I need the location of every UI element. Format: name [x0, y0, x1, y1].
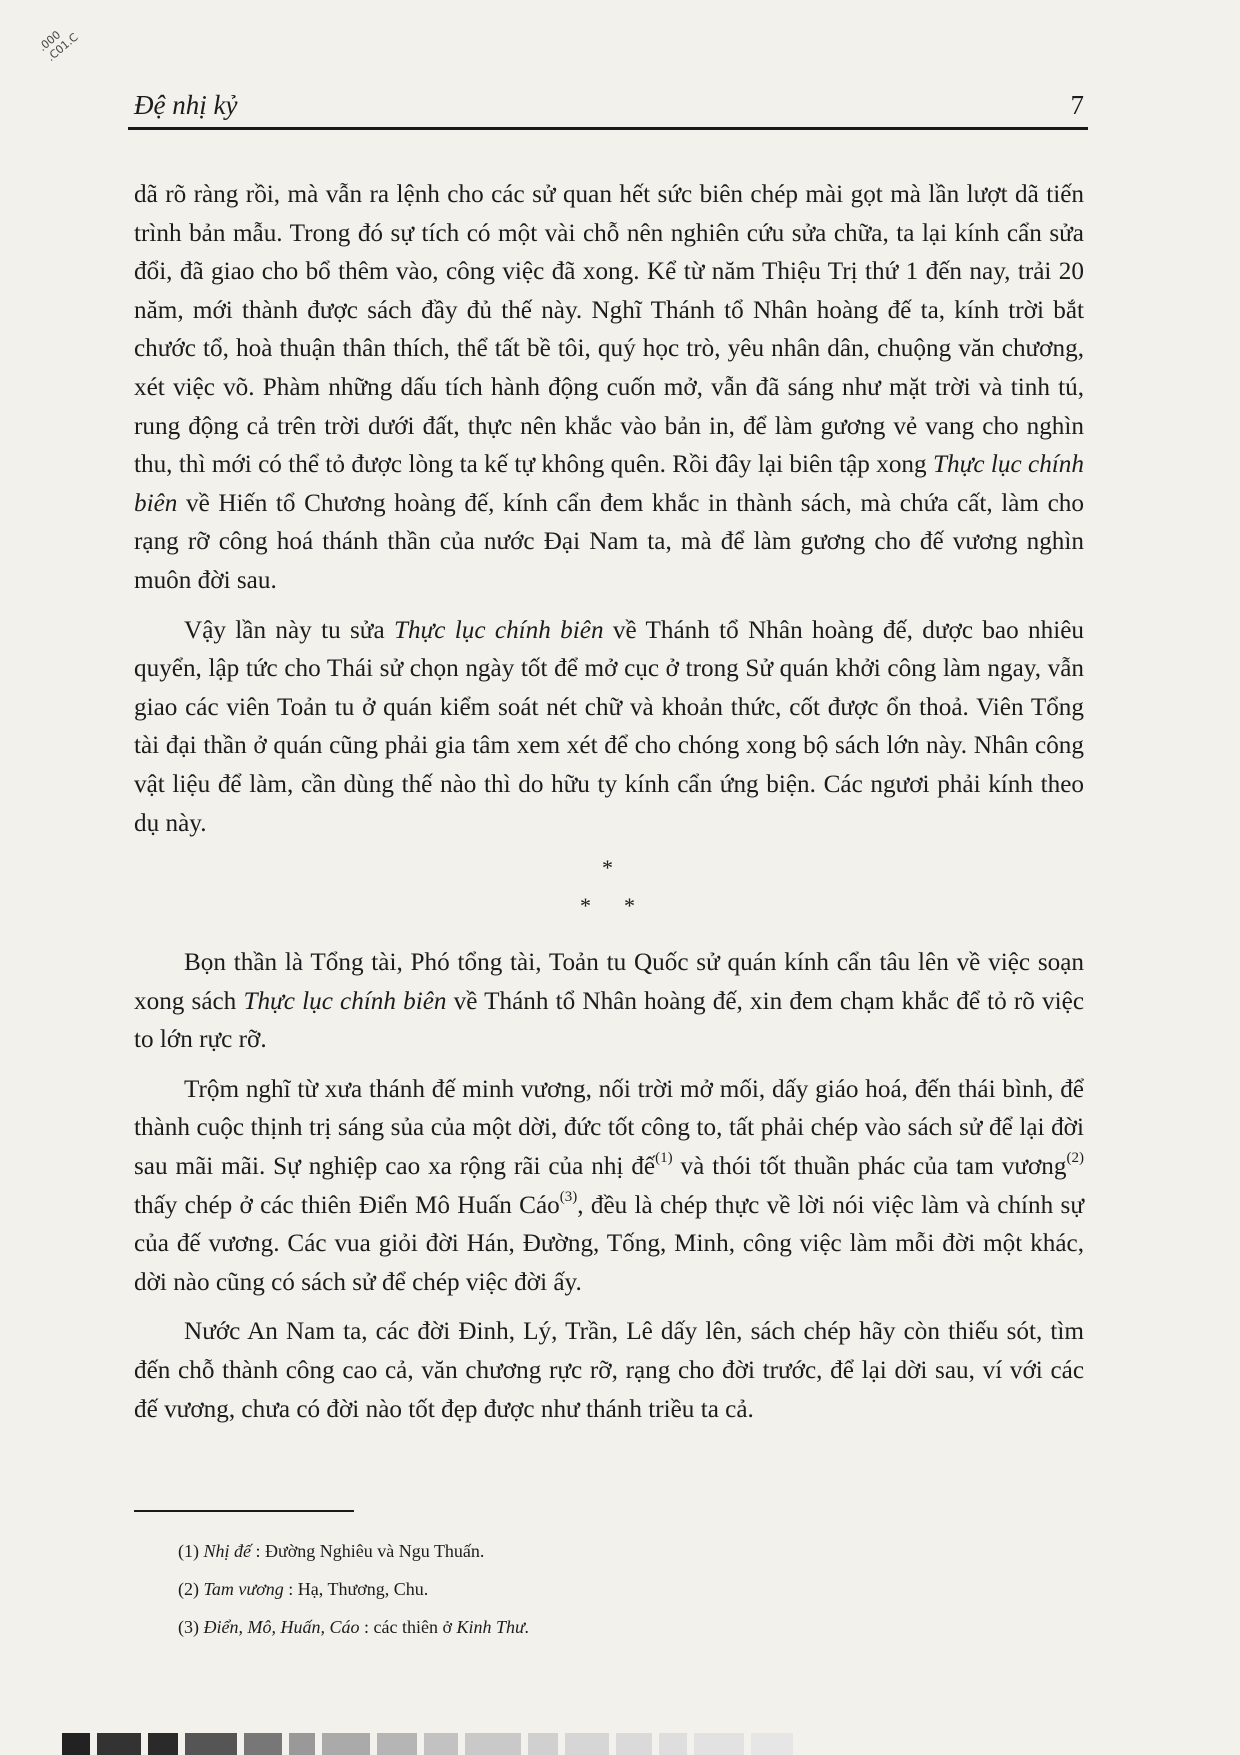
- footnote-separator: :: [251, 1541, 266, 1561]
- footnote-text: Hạ, Thương, Chu.: [297, 1579, 429, 1599]
- footnote-term: Tam vương: [203, 1579, 284, 1599]
- text-run: Trộm nghĩ từ xưa thánh đế minh vương, nối trời mở mối, dấy giáo hoá, đến thái bình, để thành cuộc thịnh trị sáng sủa của một dời, đức tốt công to, tất phải chép vào sách sử để lại đời sau mãi mãi. Sự nghiệp cao xa rộng rãi của nhị đế: [134, 1075, 1084, 1181]
- footnote: [178, 1608, 978, 1646]
- scan-edge-block: [97, 1733, 141, 1755]
- text-run: về Thánh tổ Nhân hoàng đế, xin đem chạm khắc để tỏ rõ việc to lớn rực rỡ.: [134, 987, 1084, 1054]
- paragraph: [134, 1071, 1084, 1303]
- section-separator: [134, 845, 1084, 931]
- scan-edge-block: [244, 1733, 282, 1755]
- body-text: [134, 176, 1084, 1429]
- scan-edge-block: [565, 1733, 609, 1755]
- scan-edge-block: [616, 1733, 652, 1755]
- separator-star: *: [580, 893, 591, 919]
- footnote-rule: [134, 1510, 354, 1512]
- paragraph: [134, 176, 1084, 601]
- footnote-separator: :: [359, 1617, 374, 1637]
- footnote: [178, 1570, 978, 1608]
- header-rule: [128, 127, 1088, 130]
- scan-edge-strip: [0, 1733, 1240, 1755]
- text-run: về Hiến tổ Chương hoàng đế, kính cẩn đem khắc in thành sách, mà chứa cất, làm cho rạng rỡ công hoá thánh thần của nước Đại Nam ta, mà để làm gương cho đế vương nghìn muôn đời sau.: [134, 489, 1084, 594]
- text-run: về Thánh tổ Nhân hoàng đế, dược bao nhiêu quyển, lập tức cho Thái sử chọn ngày tốt để mở cục ở trong Sử quán khởi công làm ngay, vẫn giao các viên Toản tu ở quán kiểm soát nét chữ và khoản thức, cốt được ổn thoả. Viên Tổng tài đại thần ở quán cũng phải gia tâm xem xét để cho chóng xong bộ sách lớn này. Nhân công vật liệu để làm, cần dùng thế nào thì do hữu ty kính cẩn ứng biện. Các ngươi phải kính theo dụ này.: [134, 616, 1084, 837]
- scan-edge-block: [148, 1733, 178, 1755]
- text-run: Bọn thần là Tổng tài, Phó tổng tài, Toản tu Quốc sử quán kính cẩn tâu lên về việc soạn xong sách: [134, 949, 1084, 1015]
- footnote-ref: (3): [559, 1188, 578, 1205]
- corner-stamp: .000 .C01.C: [36, 28, 81, 64]
- footnote-term: Điển, Mô, Huấn, Cáo: [203, 1617, 360, 1637]
- footnote-number: (1): [178, 1541, 199, 1561]
- footnote-text: các thiên ở: [373, 1617, 457, 1637]
- paragraphs-after-separator: [134, 944, 1084, 1429]
- scan-edge-block: [659, 1733, 687, 1755]
- paragraphs-before-separator: [134, 176, 1084, 843]
- footnote-number: (2): [178, 1579, 199, 1599]
- scan-edge-block: [424, 1733, 458, 1755]
- scan-edge-block: [465, 1733, 521, 1755]
- footnote-ref: (1): [655, 1150, 673, 1167]
- page-number: 7: [1070, 90, 1084, 120]
- footnote-text: Đường Nghiêu và Ngu Thuấn.: [265, 1541, 485, 1561]
- text-run: Vậy lần này tu sửa: [184, 616, 394, 644]
- footnote-ref: (2): [1066, 1150, 1084, 1167]
- scan-edge-block: [185, 1733, 237, 1755]
- text-run: thấy chép ở các thiên Điển Mô Huấn Cáo: [134, 1191, 560, 1219]
- scan-edge-block: [694, 1733, 744, 1755]
- paragraph: [134, 612, 1084, 844]
- scan-edge-block: [751, 1733, 793, 1755]
- italic-title: Thực lục chính biên: [134, 451, 1084, 517]
- separator-star: *: [624, 893, 635, 919]
- footnote-separator: :: [283, 1579, 298, 1599]
- footnote-term: Nhị đế: [203, 1541, 251, 1561]
- footnote-number: (3): [178, 1617, 199, 1637]
- scan-edge-block: [322, 1733, 370, 1755]
- footnote-book-title: Kinh Thư.: [456, 1617, 530, 1637]
- text-run: dã rõ ràng rồi, mà vẫn ra lệnh cho các sử quan hết sức biên chép mài gọt mà lần lượt dã tiến trình bản mẫu. Trong đó sự tích có một vài chỗ nên nghiên cứu sửa chữa, ta lại kính cẩn sửa đổi, đã giao cho bổ thêm vào, công việc đã xong. Kể từ năm Thiệu Trị thứ 1 đến nay, trải 20 năm, mới thành được sách đầy đủ thế này. Nghĩ Thánh tổ Nhân hoàng đế ta, kính trời bắt chước tổ, hoà thuận thân thích, thể tất bề tôi, quý học trò, yêu nhân dân, chuộng văn chương, xét việc võ. Phàm những dấu tích hành động cuốn mở, vẫn đã sáng như mặt trời và tinh tú, rung động cả trên trời dưới đất, thực nên khắc vào bản in, để làm gương vẻ vang cho nghìn thu, thì mới có thể tỏ được lòng ta kế tự không quên. Rồi đây lại biên tập xong: [134, 181, 1084, 479]
- scan-edge-block: [62, 1733, 90, 1755]
- text-run: Nước An Nam ta, các đời Đinh, Lý, Trần, Lê dấy lên, sách chép hãy còn thiếu sót, tìm đến chỗ thành công cao cả, văn chương rực rỡ, rạng cho đời trước, để lại dời sau, ví với các đế vương, chưa có đời nào tốt đẹp được như thánh triều ta cả.: [134, 1318, 1084, 1423]
- italic-title: Thực lục chính biên: [393, 616, 604, 644]
- scan-edge-block: [289, 1733, 315, 1755]
- footnotes: [178, 1532, 978, 1646]
- italic-title: Thực lục chính biên: [243, 987, 447, 1015]
- running-header: [128, 86, 1088, 126]
- paragraph: [134, 1313, 1084, 1429]
- text-run: và thói tốt thuần phác của tam vương: [672, 1153, 1067, 1181]
- scan-edge-block: [528, 1733, 558, 1755]
- running-title: Đệ nhị kỷ: [134, 90, 238, 120]
- text-run: , đều là chép thực về lời nói việc làm và chính sự của đế vương. Các vua giỏi đời Hán, Đường, Tống, Minh, công việc làm mỗi đời một khác, dời nào cũng có sách sử để chép việc đời ấy.: [134, 1191, 1084, 1296]
- scan-edge-block: [377, 1733, 417, 1755]
- paragraph: [134, 944, 1084, 1060]
- separator-star: *: [602, 855, 613, 881]
- footnote: [178, 1532, 978, 1570]
